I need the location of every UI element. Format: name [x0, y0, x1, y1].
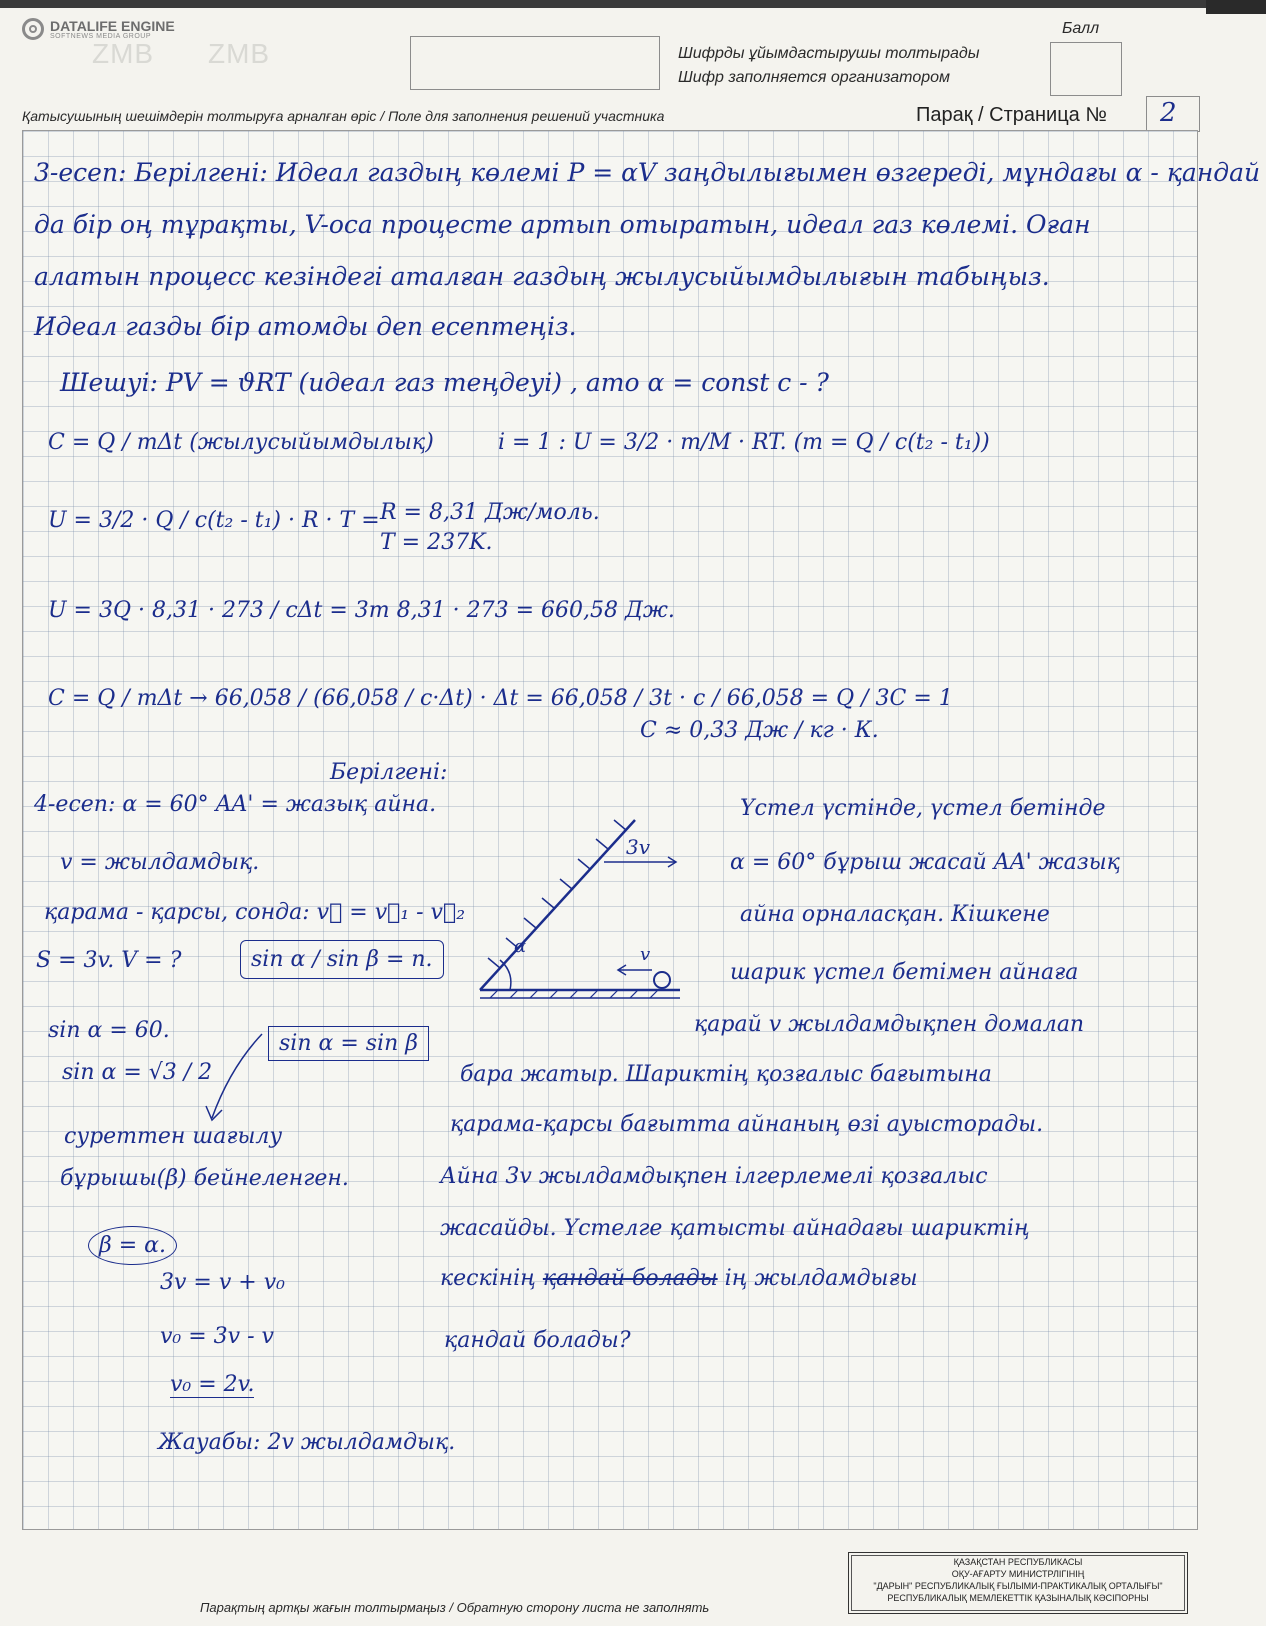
solution-line: C ≈ 0,33 Дж / кг · К.	[640, 718, 879, 743]
footer-note: Парақтың артқы жағын толтырмаңыз / Обратную сторону листа не заполнять	[200, 1600, 710, 1615]
solution-line: бұрышы(β) бейнеленген.	[60, 1166, 349, 1191]
logo-subtitle: SOFTNEWS MEDIA GROUP	[50, 32, 152, 40]
solution-line: суреттен шағылу	[64, 1124, 283, 1149]
solution-line: v₀ = 3v - v	[160, 1324, 274, 1349]
given-line: 4-есеп: α = 60° AA' = жазық айна.	[34, 792, 437, 817]
answer-line: Жауабы: 2v жылдамдық.	[158, 1430, 456, 1455]
problem3-line: Идеал газды бір атомды деп есептеңіз.	[34, 312, 577, 341]
solution-line: Шешуі: PV = ϑRT (идеал газ теңдеуі) , ато α = const c - ?	[60, 368, 829, 397]
cipher-note-ru: Шифр заполняется организатором	[678, 69, 950, 86]
given-line: v = жылдамдық.	[60, 850, 260, 875]
solution-line: T = 237K.	[380, 530, 493, 555]
cipher-box	[410, 36, 660, 90]
watermark: ZMB	[208, 38, 271, 69]
problem3-line: да бір оң тұрақты, V-оса процесте артып отыратын, идеал газ көлемі. Оған	[34, 210, 1091, 239]
scan-corner-edge	[1206, 0, 1266, 14]
angle-label: α	[514, 936, 527, 957]
angle-equality-circle: β = α.	[88, 1226, 177, 1265]
given-label: Берілгені:	[330, 760, 448, 785]
table-surface	[480, 990, 680, 998]
solution-line: U = 3/2 · Q / c(t₂ - t₁) · R · T =	[48, 508, 380, 533]
formula-line: sin α = √3 / 2	[62, 1060, 213, 1085]
solution-line: v₀ = 2v.	[170, 1372, 255, 1397]
cipher-note	[678, 42, 980, 90]
score-box	[1050, 42, 1122, 96]
condition-line: қарама-қарсы бағытта айнаның өзі ауысторады.	[450, 1112, 1044, 1137]
formula-line: sin α = 60.	[48, 1018, 170, 1043]
official-stamp: ҚАЗАҚСТАН РЕСПУБЛИКАСЫ ОҚУ-АҒАРТУ МИНИСТРЛІГІНІҢ "ДАРЫН" РЕСПУБЛИКАЛЫҚ ҒЫЛЫМИ-ПРАКТИКАЛЫҚ ОРТАЛЫҒЫ" РЕСПУБЛИКАЛЫҚ МЕМЛЕКЕТТІК ҚАЗЫНАЛЫҚ КӘСІПОРНЫ	[848, 1552, 1188, 1614]
condition-part: ің жылдамдығы	[724, 1266, 918, 1291]
solution-line: C = Q / mΔt → 66,058 / (66,058 / c·Δt) · Δt = 66,058 / 3t · c / 66,058 = Q / 3C = 1	[48, 686, 953, 711]
pointer-arrow-icon	[200, 1028, 270, 1128]
condition-line	[440, 1266, 918, 1291]
condition-line: бара жатыр. Шариктің қозғалыс бағытына	[460, 1062, 992, 1087]
condition-line: Айна 3v жылдамдықпен ілгерлемелі қозғалыс	[440, 1164, 988, 1189]
condition-line: Үстел үстінде, үстел бетінде	[740, 796, 1106, 821]
mirror-velocity-label: 3v	[626, 835, 651, 859]
problem3-line: 3-есеп: Берілгені: Идеал газдың көлемі P = αV заңдылығымен өзгереді, мұндағы α - қандай	[34, 158, 1261, 187]
condition-part: кескінің	[440, 1266, 536, 1291]
condition-line: жасайды. Үстелге қатысты айнадағы шариктің	[440, 1216, 1030, 1241]
mirror-line	[480, 820, 635, 990]
problem3-line: алатын процесс кезіндегі аталған газдың жылусыйымдылығын табыңыз.	[34, 262, 1050, 291]
solution-line: C = Q / mΔt (жылусыйымдылық)	[48, 430, 434, 455]
solution-line: R = 8,31 Дж/моль.	[380, 500, 600, 525]
condition-line: қарай v жылдамдықпен домалап	[694, 1012, 1085, 1037]
solution-line: 3v = v + v₀	[160, 1270, 285, 1295]
scan-top-edge	[0, 0, 1266, 8]
condition-line: α = 60° бұрыш жасай AA' жазық	[730, 850, 1120, 875]
crossed-out-text: қандай болады	[542, 1266, 718, 1291]
snell-formula-box: sin α / sin β = n.	[240, 940, 444, 979]
score-label: Балл	[1062, 20, 1100, 37]
condition-line: қандай болады?	[444, 1328, 631, 1353]
ball-velocity-label: v	[640, 944, 651, 965]
logo-ring-icon	[22, 18, 44, 40]
page-number: 2	[1160, 98, 1177, 128]
solution-line: i = 1 : U = 3/2 · m/M · RT. (m = Q / c(t₂ - t₁))	[498, 430, 990, 455]
equal-angles-box: sin α = sin β	[268, 1026, 429, 1061]
condition-line: айна орналасқан. Кішкене	[740, 902, 1050, 927]
given-line: қарама - қарсы, сонда: v⃗ = v⃗₁ - v⃗₂	[44, 900, 466, 925]
datalife-logo	[22, 18, 175, 40]
page-label: Парақ / Страница №	[916, 104, 1107, 126]
field-label: Қатысушының шешімдерін толтыруға арналған өріс / Поле для заполнения решений участника	[22, 108, 665, 124]
mirror-figure	[470, 800, 690, 1010]
cipher-note-kz: Шифрды ұйымдастырушы толтырады	[678, 45, 980, 62]
solution-line: U = 3Q · 8,31 · 273 / cΔt = 3m 8,31 · 273 = 660,58 Дж.	[48, 598, 675, 623]
watermark: ZMB	[92, 38, 155, 69]
given-line: S = 3v. V = ?	[36, 948, 182, 973]
logo-name: DATALIFE ENGINE	[50, 17, 175, 34]
ball-icon	[654, 972, 670, 988]
condition-line: шарик үстел бетімен айнаға	[730, 960, 1079, 985]
